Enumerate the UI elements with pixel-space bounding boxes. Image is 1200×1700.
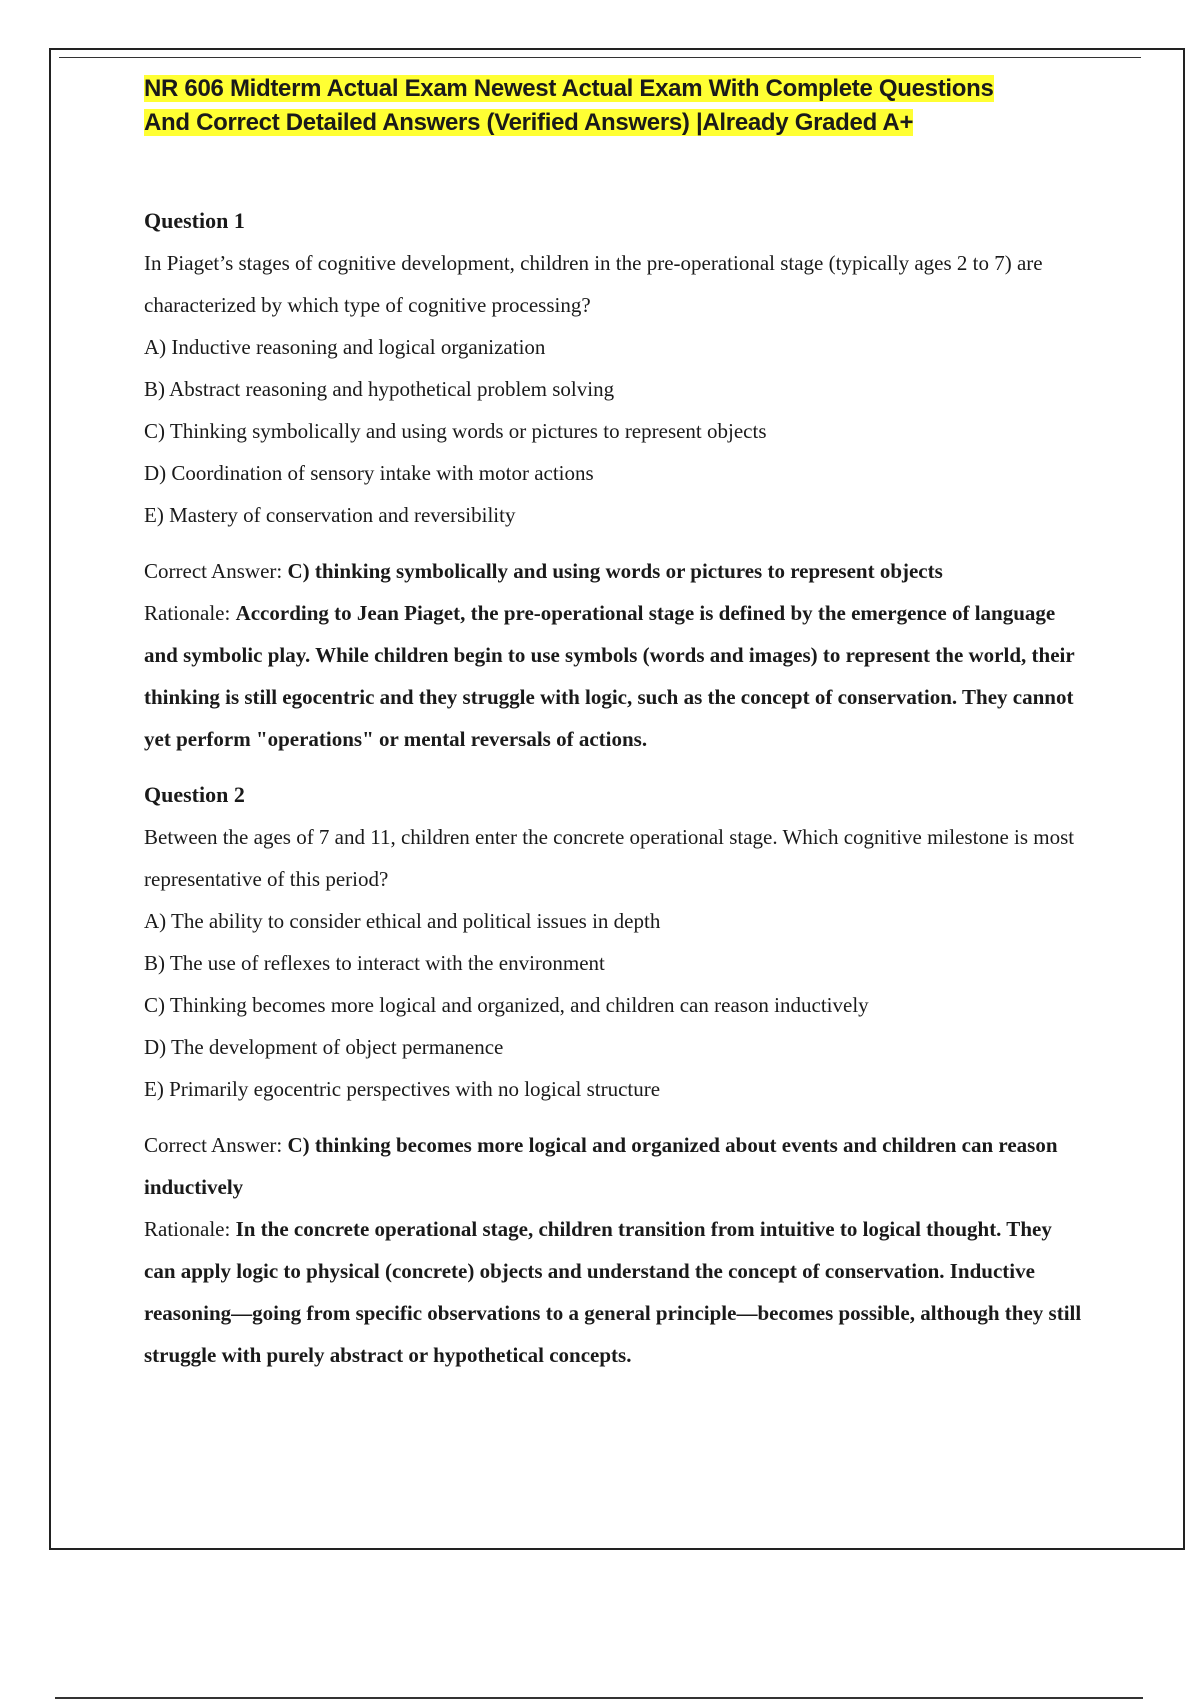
- rationale-label: Rationale:: [144, 1217, 236, 1241]
- question-1: [144, 200, 1084, 760]
- question-2: [144, 774, 1084, 1376]
- rationale: [144, 592, 1084, 760]
- correct-answer-label: Correct Answer:: [144, 559, 288, 583]
- footer-rule: [55, 1697, 1143, 1699]
- answer-area: [144, 1124, 1084, 1376]
- option-b: B) Abstract reasoning and hypothetical problem solving: [144, 377, 615, 401]
- question-heading: Question 2: [144, 782, 245, 807]
- top-rule: [59, 57, 1141, 58]
- correct-answer: [144, 1124, 1084, 1208]
- answer-area: [144, 550, 1084, 760]
- rationale-text: According to Jean Piaget, the pre-operational stage is defined by the emergence of language and symbolic play. While children begin to use symbols (words and images) to represent the world, their thinking is still egocentric and they struggle with logic, such as the concept of conservation. They cannot yet perform "operations" or mental reversals of actions.: [144, 601, 1075, 751]
- correct-answer: [144, 550, 1084, 592]
- option-e: E) Mastery of conservation and reversibility: [144, 503, 516, 527]
- question-heading: Question 1: [144, 208, 245, 233]
- option-c: C) Thinking becomes more logical and organized, and children can reason inductively: [144, 993, 869, 1017]
- option-a: A) The ability to consider ethical and political issues in depth: [144, 909, 661, 933]
- option-d: D) Coordination of sensory intake with motor actions: [144, 461, 594, 485]
- correct-answer-text: C) thinking symbolically and using words or pictures to represent objects: [287, 559, 943, 583]
- option-b: B) The use of reflexes to interact with the environment: [144, 951, 605, 975]
- correct-answer-text: C) thinking becomes more logical and organized about events and children can reason inductively: [144, 1133, 1058, 1199]
- title-line-1: NR 606 Midterm Actual Exam Newest Actual Exam With Complete Questions: [144, 75, 994, 102]
- question-text: In Piaget’s stages of cognitive development, children in the pre-operational stage (typically ages 2 to 7) are characterized by which type of cognitive processing?: [144, 251, 1043, 317]
- option-e: E) Primarily egocentric perspectives with no logical structure: [144, 1077, 661, 1101]
- title-line-2: And Correct Detailed Answers (Verified Answers) |Already Graded A+: [144, 109, 914, 136]
- rationale-label: Rationale:: [144, 601, 236, 625]
- rationale-text: In the concrete operational stage, children transition from intuitive to logical thought. They can apply logic to physical (concrete) objects and understand the concept of conservation. Inductive reasoning—going from specific observations to a general principle—becomes possible, although they still struggle with purely abstract or hypothetical concepts.: [144, 1217, 1082, 1367]
- option-a: A) Inductive reasoning and logical organization: [144, 335, 546, 359]
- rationale: [144, 1208, 1084, 1376]
- question-text: Between the ages of 7 and 11, children enter the concrete operational stage. Which cognitive milestone is most representative of this period?: [144, 825, 1075, 891]
- option-c: C) Thinking symbolically and using words or pictures to represent objects: [144, 419, 767, 443]
- document-content: [144, 72, 1084, 1376]
- correct-answer-label: Correct Answer:: [144, 1133, 288, 1157]
- option-d: D) The development of object permanence: [144, 1035, 504, 1059]
- document-title: [144, 72, 1084, 140]
